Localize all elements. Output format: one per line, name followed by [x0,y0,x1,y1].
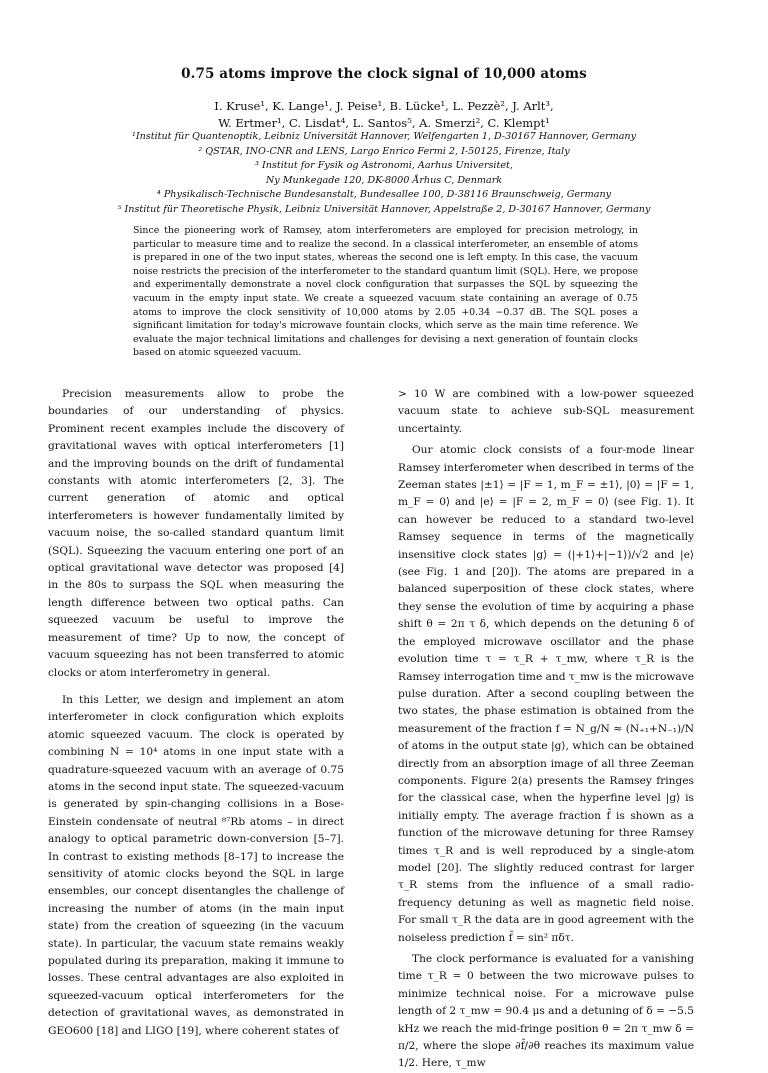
body-paragraph-2: In this Letter, we design and implement an atom interferometer in clock configuration which exploits atomic squeezed vacuum. The clock is operated by combining N = 10⁴ atoms in one input state with a quadrature-squeezed vacuum with an average of 0.75 atoms in the second input state. The squeezed-vacuum is generated by spin-changing collisions in a Bose-Einstein condensate of neutral ⁸⁷Rb atoms – in direct analogy to optical parametric down-conversion [5–7]. In contrast to existing methods [8–17] to increase the sensitivity of atomic clocks beyond the SQL in large ensembles, our concept disentangles the challenge of increasing the number of atoms (in the main input state) from the creation of squeezing (in the vacuum state). In particular, the vacuum state remains weakly populated during its preparation, making it immune to losses. These central advantages are also exploited in squeezed-vacuum optical interferometers for the detection of gravitational waves, as demonstrated in GEO600 [18] and LIGO [19], where coherent states of [48,693,344,1037]
author-list [0,98,768,132]
affiliation-3: ³ Institut for Fysik og Astronomi, Aarhus Universitet, [255,160,513,172]
body-paragraph-3: > 10 W are combined with a low-power squeezed vacuum state to achieve sub-SQL measurement uncertainty. [398,388,694,435]
right-column [398,386,694,1073]
paper-title: 0.75 atoms improve the clock signal of 10,000 atoms [181,66,587,82]
body-paragraph-1: Precision measurements allow to probe the boundaries of our understanding of physics. Prominent recent examples include the discovery of gravitational waves with optical interferometers [1] and the improving bounds on the drift of fundamental constants with atomic interferometers [2, 3]. The current generation of atomic and optical interferometers is however fundamentally limited by vacuum noise, the so-called standard quantum limit (SQL). Squeezing the vacuum entering one port of an optical gravitational wave detector was proposed [4] in the 80s to surpass the SQL when measuring the length difference between two optical paths. Can squeezed vacuum be useful to improve the measurement of time? Up to now, the concept of vacuum squeezing has not been transferred to atomic clocks or atom interferometry in general. [48,388,344,679]
affiliations [0,130,768,218]
authors-line-1: I. Kruse¹, K. Lange¹, J. Peise¹, B. Lücke¹, L. Pezzè², J. Arlt³, [214,99,554,113]
abstract: Since the pioneering work of Ramsey, atom interferometers are employed for precision metrology, in particular to measure time and to realize the second. In a classical interferometer, an ensemble of atoms is prepared in one of the two input states, whereas the second one is left empty. In this case, the vacuum noise restricts the precision of the interferometer to the standard quantum limit (SQL). Here, we propose and experimentally demonstrate a novel clock configuration that surpasses the SQL by squeezing the vacuum in the empty input state. We create a squeezed vacuum state containing an average of 0.75 atoms to improve the clock sensitivity of 10,000 atoms by 2.05 +0.34 −0.37 dB. The SQL poses a significant limitation for today's microwave fountain clocks, which serve as the main time reference. We evaluate the major technical limitations and challenges for devising a next generation of fountain clocks based on atomic squeezed vacuum. [133,225,638,359]
affiliation-5: ⁵ Institut für Theoretische Physik, Leibniz Universität Hannover, Appelstraße 2, D-30167 Hannover, Germany [117,203,651,215]
body-paragraph-4: Our atomic clock consists of a four-mode linear Ramsey interferometer when described in terms of the Zeeman states |±1⟩ = |F = 1, m_F = ±1⟩, |0⟩ = |F = 1, m_F = 0⟩ and |e⟩ = |F = 2, m_F = 0⟩ (see Fig. 1). It can however be reduced to a standard two-level Ramsey sequence in terms of the magnetically insensitive clock states |g⟩ = (|+1⟩+|−1⟩)/√2 and |e⟩ (see Fig. 1 and [20]). The atoms are prepared in a balanced superposition of these clock states, where they sense the evolution of time by acquiring a phase shift θ = 2π τ δ, which depends on the detuning δ of the employed microwave oscillator and the phase evolution time τ = τ_R + τ_mw, where τ_R is the Ramsey interrogation time and τ_mw is the microwave pulse duration. After a second coupling between the two states, the phase estimation is obtained from the measurement of the fraction f = N_g/N ≈ (N₊₁+N₋₁)/N of atoms in the output state |g⟩, which can be obtained directly from an absorption image of all three Zeeman components. Figure 2(a) presents the Ramsey fringes for the classical case, when the hyperfine level |g⟩ is initially empty. The average fraction f̄ is shown as a function of the microwave detuning for three Ramsey times τ_R and is well reproduced by a single-atom model [20]. The slightly reduced contrast for larger τ_R stems from the influence of a small radio-frequency detuning as well as magnetic field noise. For small τ_R the data are in good agreement with the noiseless prediction f̄ = sin² πδτ. [398,444,694,944]
affiliation-1: ¹Institut für Quantenoptik, Leibniz Universität Hannover, Welfengarten 1, D-30167 Hannover, Germany [131,131,637,142]
affiliation-2: ² QSTAR, INO-CNR and LENS, Largo Enrico Fermi 2, I-50125, Firenze, Italy [198,145,570,157]
left-column [48,386,344,1040]
authors-line-2: W. Ertmer¹, C. Lisdat⁴, L. Santos⁵, A. Smerzi², C. Klempt¹ [218,116,550,130]
affiliation-3-cont: Ny Munkegade 120, DK-8000 Århus C, Denmark [265,174,503,186]
affiliation-4: ⁴ Physikalisch-Technische Bundesanstalt, Bundesallee 100, D-38116 Braunschweig, Germany [156,189,612,201]
body-paragraph-5: The clock performance is evaluated for a vanishing time τ_R = 0 between the two microwave pulses to minimize technical noise. For a microwave pulse length of 2 τ_mw = 90.4 μs and a detuning of δ = −5.5 kHz we reach the mid-fringe position θ = 2π τ_mw δ = π/2, where the slope ∂f̄/∂θ reaches its maximum value 1/2. Here, τ_mw [398,953,694,1070]
